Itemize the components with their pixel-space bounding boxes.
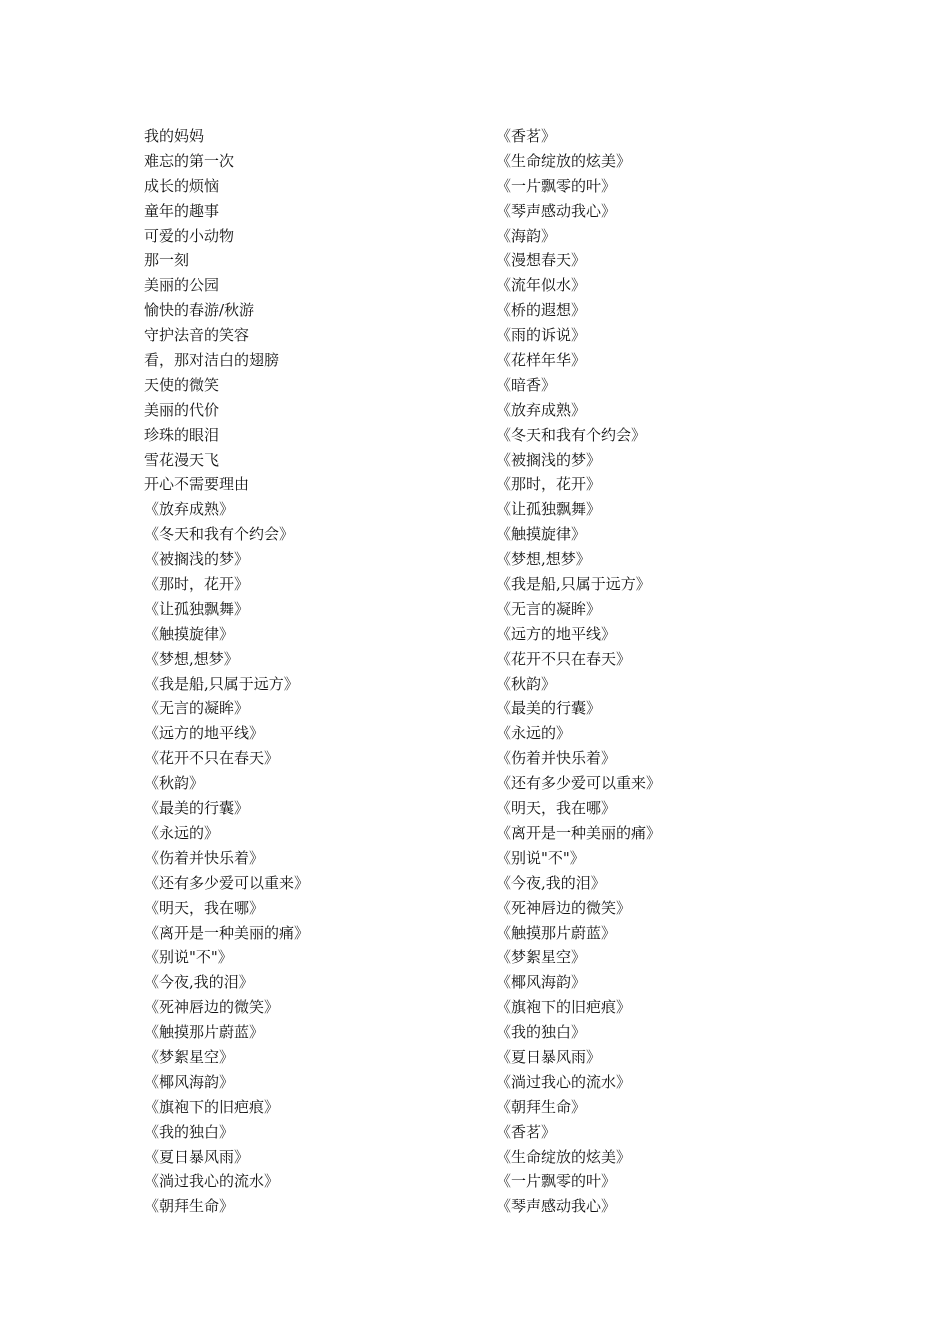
right-title-item: 《花样年华》	[496, 351, 587, 370]
left-title-item: 《让孤独飘舞》	[144, 599, 250, 618]
left-title-item: 天使的微笑	[144, 375, 220, 394]
right-title-item: 《离开是一种美丽的痛》	[496, 823, 662, 842]
left-title-item: 《夏日暴风雨》	[144, 1147, 250, 1166]
left-title-item: 《秋韵》	[144, 774, 205, 793]
right-title-item: 《琴声感动我心》	[496, 201, 617, 220]
left-title-item: 《我是船,只属于远方》	[144, 674, 299, 693]
right-title-item: 《死神唇边的微笑》	[496, 898, 632, 917]
left-title-item: 《朝拜生命》	[144, 1197, 235, 1216]
right-title-item: 《梦想,想梦》	[496, 550, 591, 569]
left-title-list	[144, 124, 474, 1219]
right-title-item: 《冬天和我有个约会》	[496, 425, 647, 444]
left-title-item: 看，那对洁白的翅膀	[144, 351, 280, 370]
right-title-item: 《旗袍下的旧疤痕》	[496, 998, 632, 1017]
right-title-item: 《让孤独飘舞》	[496, 500, 602, 519]
left-title-item: 守护法音的笑容	[144, 326, 250, 345]
left-title-item: 《淌过我心的流水》	[144, 1172, 280, 1191]
left-title-item: 我的妈妈	[144, 127, 205, 145]
right-title-item: 《漫想春天》	[496, 251, 587, 270]
left-title-item: 《远方的地平线》	[144, 724, 265, 743]
right-title-item: 《明天，我在哪》	[496, 799, 617, 818]
right-title-item: 《还有多少爱可以重来》	[496, 774, 662, 793]
left-title-item: 愉快的春游/秋游	[144, 301, 255, 320]
left-title-item: 《放弃成熟》	[144, 500, 235, 519]
left-title-item: 《今夜,我的泪》	[144, 973, 254, 992]
right-title-item: 《一片飘零的叶》	[496, 1172, 617, 1191]
left-title-item: 《梦想,想梦》	[144, 649, 239, 668]
left-title-item: 成长的烦恼	[144, 176, 220, 195]
left-title-item: 美丽的公园	[144, 276, 220, 295]
right-title-item: 《最美的行囊》	[496, 699, 602, 718]
right-title-item: 《那时，花开》	[496, 475, 602, 494]
right-title-item: 《秋韵》	[496, 674, 557, 693]
left-title-item: 《椰风海韵》	[144, 1072, 235, 1091]
left-title-item: 那一刻	[144, 251, 190, 270]
right-title-item: 《放弃成熟》	[496, 400, 587, 419]
right-title-list	[496, 124, 826, 1219]
left-title-item: 《无言的凝眸》	[144, 699, 250, 718]
right-title-item: 《桥的遐想》	[496, 301, 587, 320]
right-title-item: 《朝拜生命》	[496, 1097, 587, 1116]
right-title-item: 《流年似水》	[496, 276, 587, 295]
right-title-item: 《伤着并快乐着》	[496, 749, 617, 768]
left-title-item: 《伤着并快乐着》	[144, 848, 265, 867]
left-title-item: 童年的趣事	[144, 201, 220, 220]
left-title-item: 美丽的代价	[144, 400, 220, 419]
right-title-item: 《香茗》	[496, 127, 557, 145]
right-title-item: 《今夜,我的泪》	[496, 873, 606, 892]
right-title-item: 《无言的凝眸》	[496, 599, 602, 618]
left-title-item: 《我的独白》	[144, 1122, 235, 1141]
right-title-item: 《一片飘零的叶》	[496, 176, 617, 195]
right-title-item: 《我的独白》	[496, 1023, 587, 1042]
right-title-item: 《生命绽放的炫美》	[496, 1147, 632, 1166]
left-title-item: 《明天，我在哪》	[144, 898, 265, 917]
right-title-item: 《被搁浅的梦》	[496, 450, 602, 469]
left-title-item: 《那时，花开》	[144, 575, 250, 594]
right-title-item: 《雨的诉说》	[496, 326, 587, 345]
left-title-item: 《冬天和我有个约会》	[144, 525, 295, 544]
right-title-item: 《椰风海韵》	[496, 973, 587, 992]
right-title-item: 《生命绽放的炫美》	[496, 151, 632, 170]
right-title-item: 《香茗》	[496, 1122, 557, 1141]
right-title-item: 《琴声感动我心》	[496, 1197, 617, 1216]
left-title-item: 《最美的行囊》	[144, 799, 250, 818]
left-title-item: 《还有多少爱可以重来》	[144, 873, 310, 892]
left-title-item: 《触摸旋律》	[144, 624, 235, 643]
left-title-item: 《死神唇边的微笑》	[144, 998, 280, 1017]
right-title-item: 《永远的》	[496, 724, 572, 743]
left-title-item: 《离开是一种美丽的痛》	[144, 923, 310, 942]
left-title-item: 《花开不只在春天》	[144, 749, 280, 768]
right-title-item: 《触摸那片蔚蓝》	[496, 923, 617, 942]
right-title-item: 《触摸旋律》	[496, 525, 587, 544]
left-title-item: 雪花漫天飞	[144, 450, 220, 469]
left-title-item: 《梦絮星空》	[144, 1047, 235, 1066]
right-title-item: 《夏日暴风雨》	[496, 1047, 602, 1066]
left-title-item: 珍珠的眼泪	[144, 425, 220, 444]
right-title-item: 《别说"不"》	[496, 848, 585, 867]
left-title-item: 难忘的第一次	[144, 151, 235, 170]
left-title-item: 《触摸那片蔚蓝》	[144, 1023, 265, 1042]
left-title-item: 可爱的小动物	[144, 226, 235, 245]
right-title-item: 《海韵》	[496, 226, 557, 245]
left-title-item: 开心不需要理由	[144, 475, 250, 494]
left-title-item: 《被搁浅的梦》	[144, 550, 250, 569]
right-title-item: 《暗香》	[496, 375, 557, 394]
right-title-item: 《花开不只在春天》	[496, 649, 632, 668]
right-title-item: 《远方的地平线》	[496, 624, 617, 643]
right-title-item: 《淌过我心的流水》	[496, 1072, 632, 1091]
right-title-item: 《梦絮星空》	[496, 948, 587, 967]
right-title-item: 《我是船,只属于远方》	[496, 575, 651, 594]
left-title-item: 《旗袍下的旧疤痕》	[144, 1097, 280, 1116]
left-title-item: 《永远的》	[144, 823, 220, 842]
left-title-item: 《别说"不"》	[144, 948, 233, 967]
